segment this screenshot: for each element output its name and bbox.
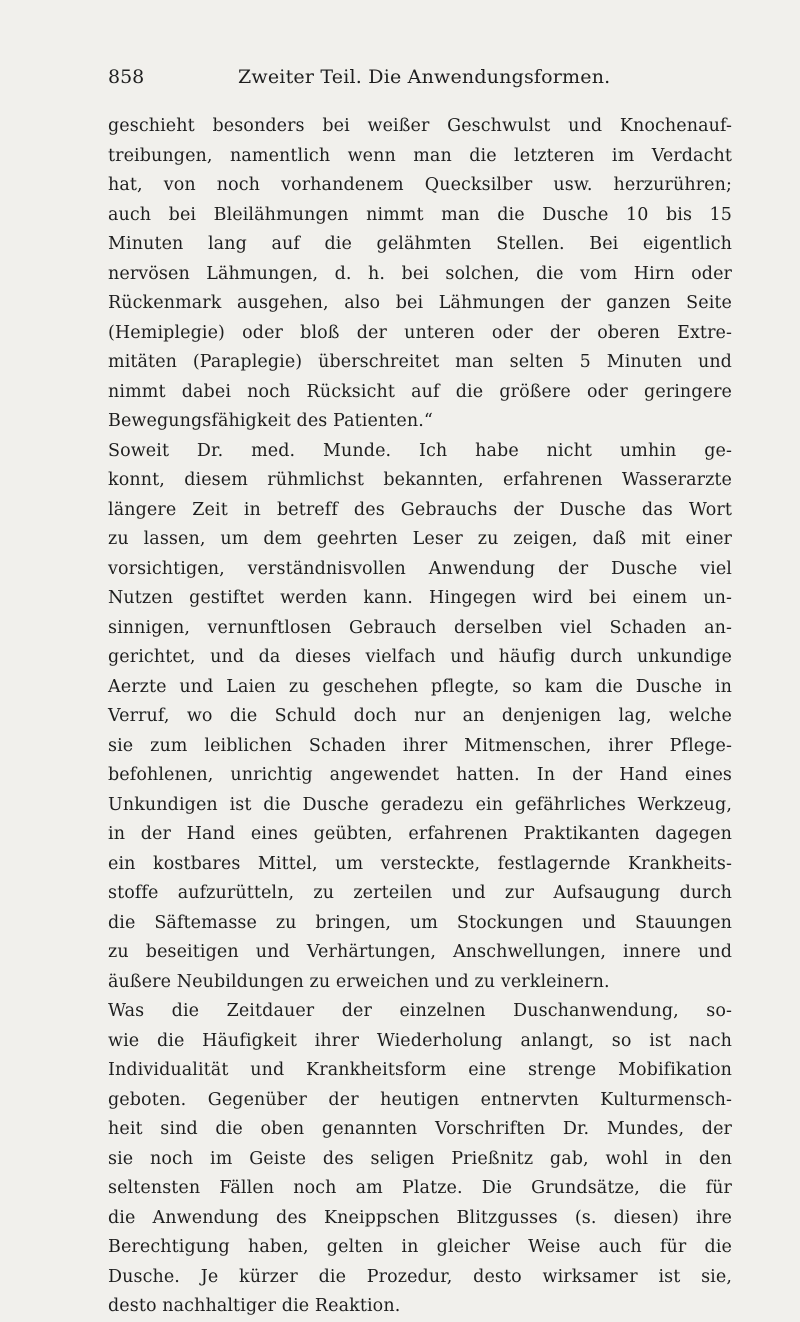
text-line: geboten. Gegenüber der heutigen entnervten Kulturmensch-	[108, 1089, 732, 1110]
text-line: Bewegungsfähigkeit des Patienten.“	[108, 411, 433, 431]
text-line: (Hemiplegie) oder bloß der unteren oder der oberen Extre-	[108, 322, 732, 343]
text-line: zu lassen, um dem geehrten Leser zu zeigen, daß mit einer	[108, 529, 732, 549]
text-line: in der Hand eines geübten, erfahrenen Praktikanten dagegen	[108, 824, 732, 844]
text-line: hat, von noch vorhandenem Quecksilber usw. herzurühren;	[108, 175, 732, 195]
text-line: ein kostbares Mittel, um versteckte, festlagernde Krankheits-	[108, 853, 732, 874]
text-line: nimmt dabei noch Rücksicht auf die größere oder geringere	[108, 381, 732, 402]
chapter-heading: Zweiter Teil. Die Anwendungsformen.	[238, 66, 611, 88]
text-line: die Säftemasse zu bringen, um Stockungen und Stauungen	[108, 912, 732, 933]
text-line: Rückenmark ausgehen, also bei Lähmungen der ganzen Seite	[108, 293, 732, 313]
text-line: Minuten lang auf die gelähmten Stellen. Bei eigentlich	[108, 234, 732, 254]
text-line: heit sind die oben genannten Vorschriften Dr. Mundes, der	[108, 1119, 732, 1139]
body-text	[108, 112, 732, 1322]
text-line: vorsichtigen, verständnisvollen Anwendung der Dusche viel	[108, 558, 732, 579]
text-line: sinnigen, vernunftlosen Gebrauch derselben viel Schaden an-	[108, 617, 732, 638]
text-line: die Anwendung des Kneippschen Blitzgusses (s. diesen) ihre	[108, 1207, 732, 1228]
text-line: sie zum leiblichen Schaden ihrer Mitmenschen, ihrer Pflege-	[108, 735, 732, 756]
text-line: gerichtet, und da dieses vielfach und häufig durch unkundige	[108, 647, 732, 667]
text-line: Nutzen gestiftet werden kann. Hingegen wird bei einem un-	[108, 588, 732, 608]
text-line: befohlenen, unrichtig angewendet hatten. In der Hand eines	[108, 765, 732, 785]
text-line: Was die Zeitdauer der einzelnen Duschanwendung, so-	[108, 1001, 732, 1021]
text-line: desto nachhaltiger die Reaktion.	[108, 1296, 401, 1316]
text-line: Aerzte und Laien zu geschehen pflegte, so kam die Dusche in	[108, 676, 732, 697]
text-line: Soweit Dr. med. Munde. Ich habe nicht umhin ge-	[108, 440, 732, 461]
text-line: Verruf, wo die Schuld doch nur an denjenigen lag, welche	[108, 706, 732, 726]
running-head	[108, 66, 748, 96]
text-line: treibungen, namentlich wenn man die letzteren im Verdacht	[108, 145, 732, 166]
text-line: nervösen Lähmungen, d. h. bei solchen, die vom Hirn oder	[108, 263, 732, 284]
text-line: mitäten (Paraplegie) überschreitet man selten 5 Minuten und	[108, 352, 732, 372]
text-line: zu beseitigen und Verhärtungen, Anschwellungen, innere und	[108, 942, 732, 962]
text-line: Unkundigen ist die Dusche geradezu ein gefährliches Werkzeug,	[108, 794, 732, 815]
text-line: konnt, diesem rühmlichst bekannten, erfahrenen Wasserarzte	[108, 470, 732, 490]
text-line: Dusche. Je kürzer die Prozedur, desto wirksamer ist sie,	[108, 1266, 732, 1287]
text-line: auch bei Bleilähmungen nimmt man die Dusche 10 bis 15	[108, 204, 732, 225]
text-line: geschieht besonders bei weißer Geschwulst und Knochenauf-	[108, 116, 732, 136]
text-line: Berechtigung haben, gelten in gleicher Weise auch für die	[108, 1237, 732, 1257]
text-line: längere Zeit in betreff des Gebrauchs der Dusche das Wort	[108, 499, 732, 520]
text-line: stoffe aufzurütteln, zu zerteilen und zur Aufsaugung durch	[108, 883, 732, 903]
text-line: sie noch im Geiste des seligen Prießnitz gab, wohl in den	[108, 1148, 732, 1169]
text-line: äußere Neubildungen zu erweichen und zu verkleinern.	[108, 971, 610, 992]
text-line: seltensten Fällen noch am Platze. Die Grundsätze, die für	[108, 1178, 732, 1198]
page-number: 858	[108, 66, 145, 88]
text-line: wie die Häufigkeit ihrer Wiederholung anlangt, so ist nach	[108, 1030, 732, 1051]
text-line: Individualität und Krankheitsform eine strenge Mobifikation	[108, 1060, 732, 1080]
